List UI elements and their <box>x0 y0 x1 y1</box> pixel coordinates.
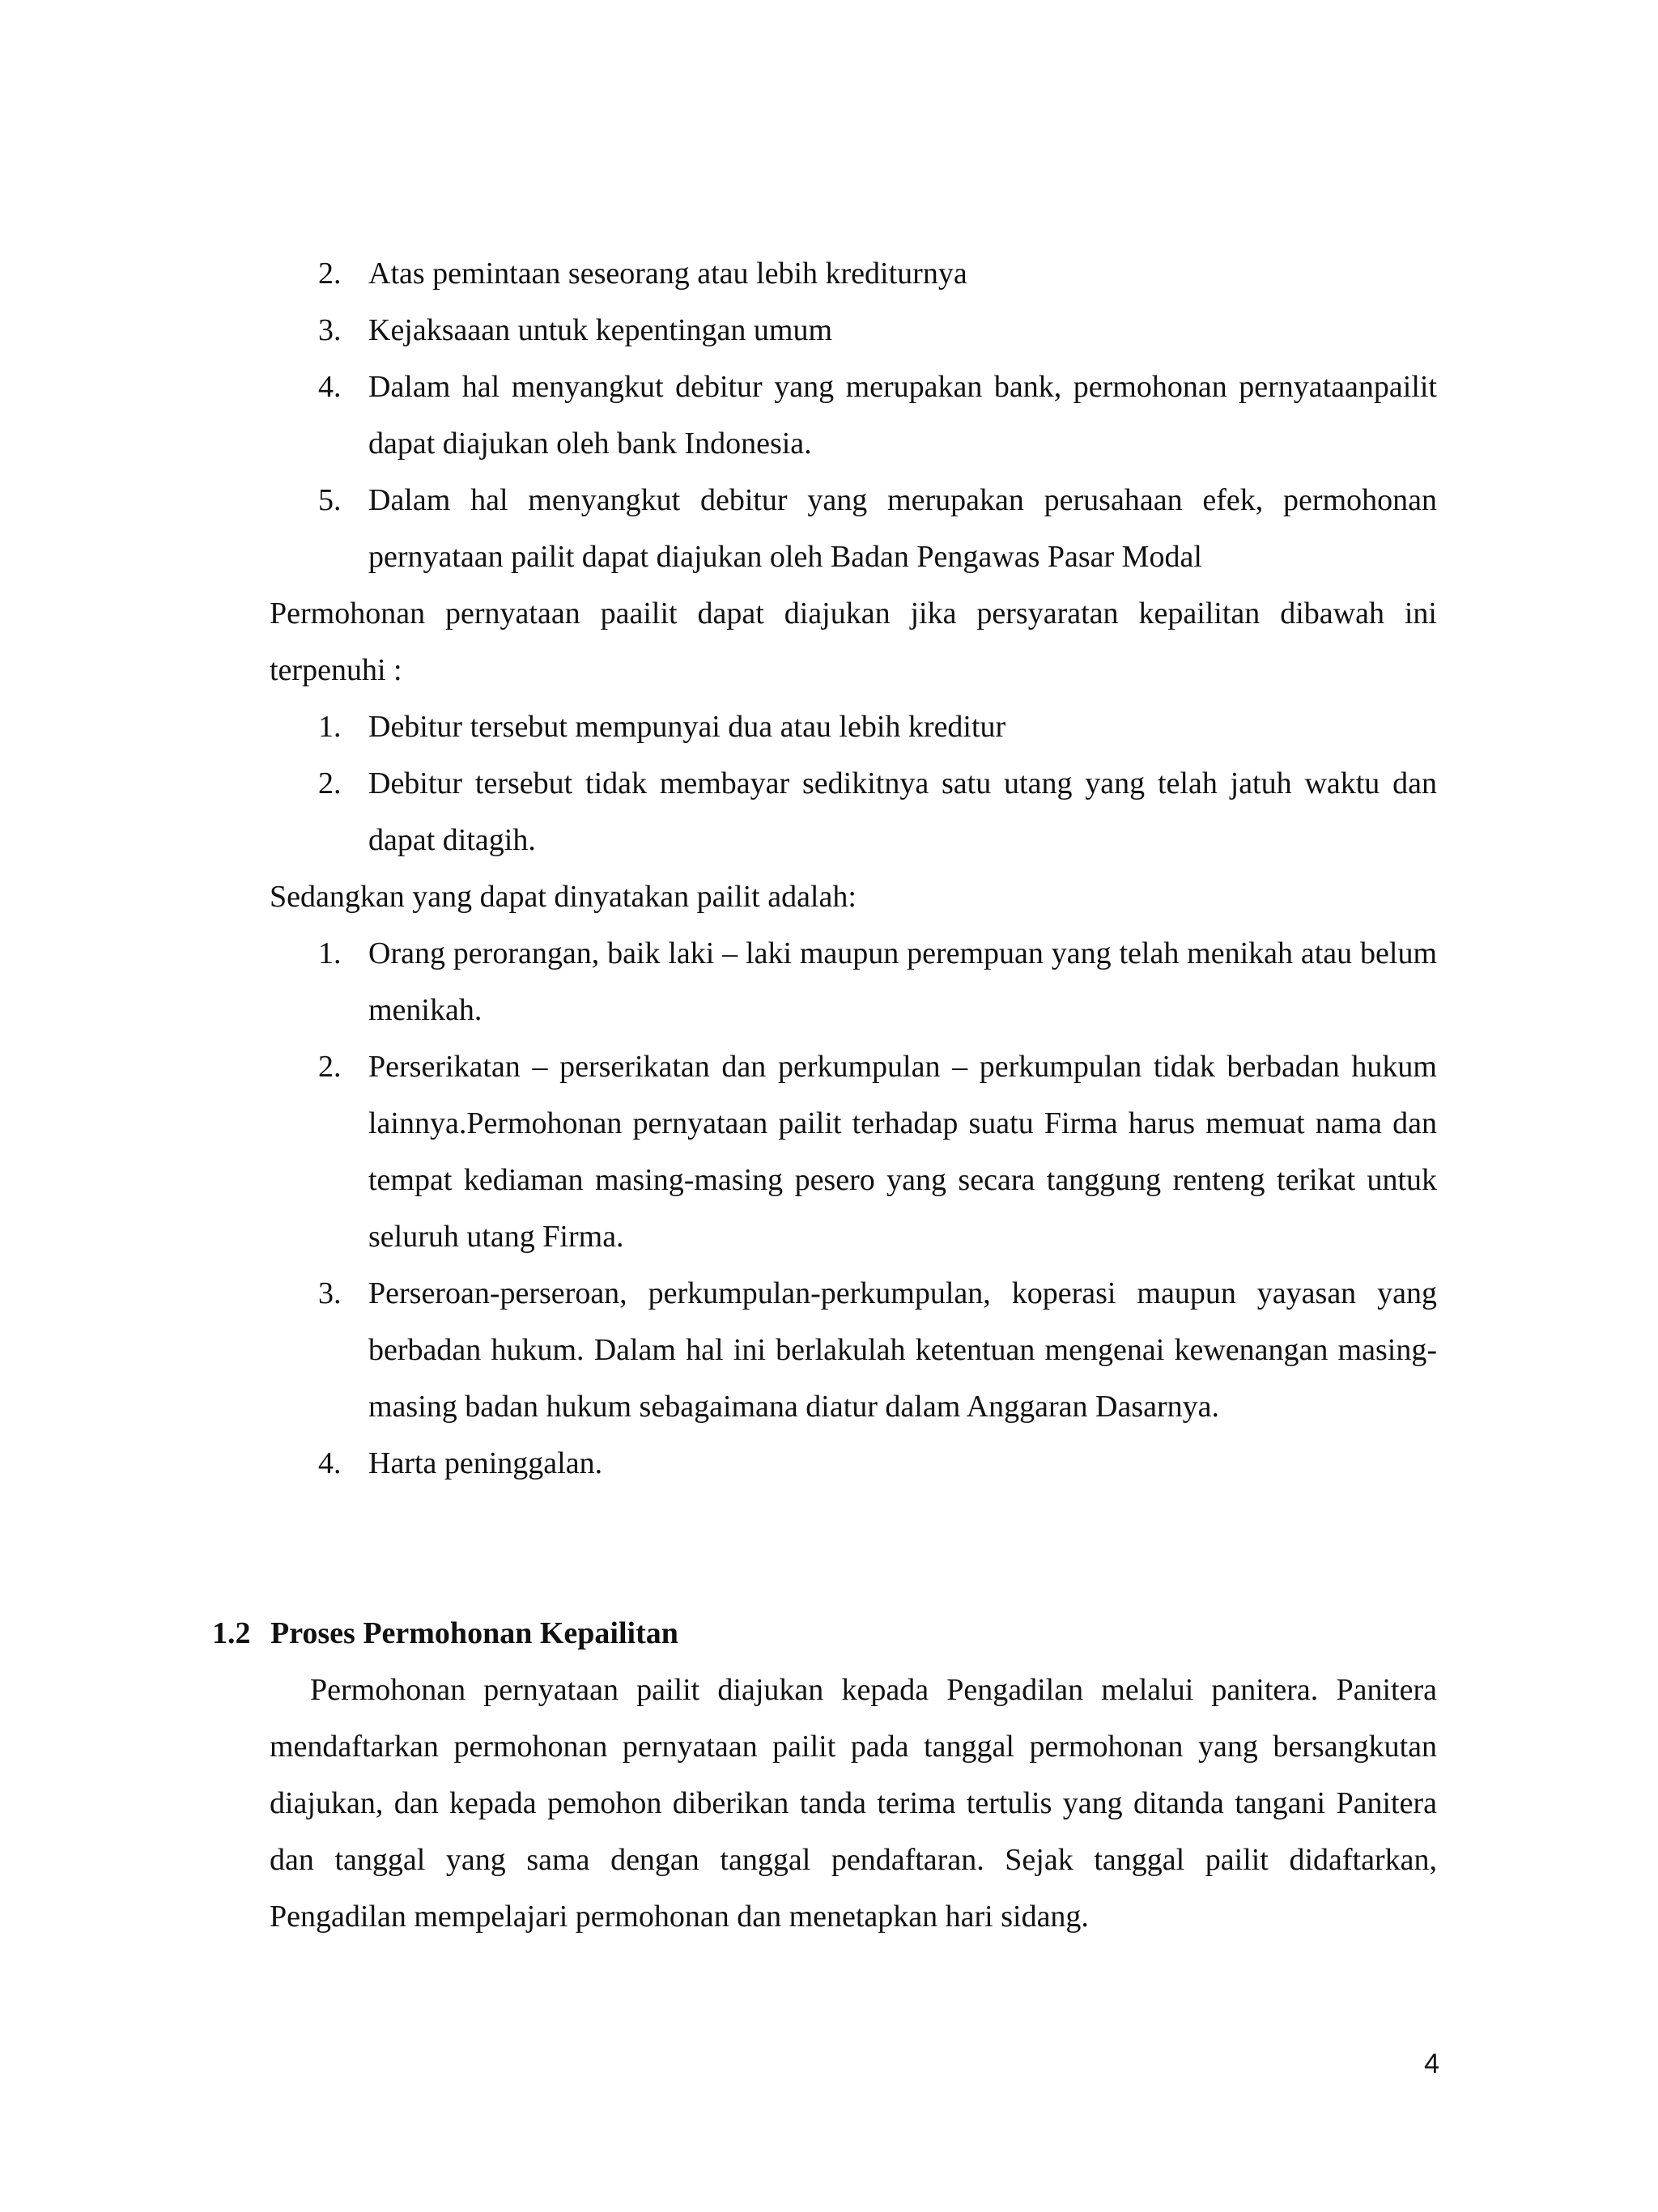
list-item <box>270 755 1437 868</box>
list-item-number: 3. <box>318 1276 342 1310</box>
list-item-number: 3. <box>318 313 342 347</box>
list-item-text: Debitur tersebut mempunyai dua atau lebih kreditur <box>368 710 1006 744</box>
paragraph-dinyatakan-pailit: Sedangkan yang dapat dinyatakan pailit adalah: <box>270 880 857 914</box>
list-item <box>270 359 1437 472</box>
list-item-text: Dalam hal menyangkut debitur yang merupakan perusahaan efek, permohonan pernyataan pailit dapat diajukan oleh Badan Pengawas Pasar Modal <box>368 483 1437 574</box>
section-number: 1.2 <box>212 1616 251 1650</box>
list-item-number: 2. <box>318 766 342 800</box>
list-item-text: Debitur tersebut tidak membayar sedikitnya satu utang yang telah jatuh waktu dan dapat ditagih. <box>368 766 1437 857</box>
section-body-paragraph: Permohonan pernyataan pailit diajukan kepada Pengadilan melalui panitera. Panitera mendaftarkan permohonan pernyataan pailit pada tanggal permohonan yang bersangkutan diajukan, dan kepada pemohon diberikan tanda terima tertulis yang ditanda tangani Panitera dan tanggal yang sama dengan tanggal pendaftaran. Sejak tanggal pailit didaftarkan, Pengadilan mempelajari permohonan dan menetapkan hari sidang. <box>270 1673 1437 1934</box>
list-item <box>270 1038 1437 1265</box>
list-item <box>270 472 1437 585</box>
list-item-number: 4. <box>318 370 342 404</box>
paragraph-persyaratan: Permohonan pernyataan paailit dapat diajukan jika persyaratan kepailitan dibawah ini terpenuhi : <box>270 597 1437 687</box>
list-dinyatakan-pailit <box>270 925 1437 1492</box>
list-item-text: Perseroan-perseroan, perkumpulan-perkumpulan, koperasi maupun yayasan yang berbadan hukum. Dalam hal ini berlakulah ketentuan mengenai kewenangan masing-masing badan hukum sebagaimana diatur dalam Anggaran Dasarnya. <box>368 1276 1437 1424</box>
list-item-number: 5. <box>318 483 342 517</box>
list-item-text: Dalam hal menyangkut debitur yang merupakan bank, permohonan pernyataanpailit dapat diajukan oleh bank Indonesia. <box>368 370 1437 461</box>
list-item <box>270 1265 1437 1435</box>
page-content <box>270 245 1437 1492</box>
list-item-number: 1. <box>318 710 342 744</box>
list-item <box>270 302 1437 359</box>
section-heading <box>212 1605 678 1662</box>
list-item-text: Atas pemintaan seseorang atau lebih krediturnya <box>368 257 967 291</box>
list-persyaratan <box>270 698 1437 868</box>
list-item-text: Harta peninggalan. <box>368 1446 603 1480</box>
list-item <box>270 698 1437 755</box>
page-number: 4 <box>1424 2049 1439 2079</box>
list-item-number: 2. <box>318 1050 342 1084</box>
list-item-number: 4. <box>318 1446 342 1480</box>
section-title: Proses Permohonan Kepailitan <box>270 1616 678 1650</box>
list-item <box>270 925 1437 1038</box>
list-item-number: 1. <box>318 936 342 970</box>
list-item-number: 2. <box>318 257 342 291</box>
list-item-text: Perserikatan – perserikatan dan perkumpulan – perkumpulan tidak berbadan hukum lainnya.Permohonan pernyataan pailit terhadap suatu Firma harus memuat nama dan tempat kediaman masing-masing pesero yang secara tanggung renteng terikat untuk seluruh utang Firma. <box>368 1050 1437 1254</box>
list-item-text: Kejaksaaan untuk kepentingan umum <box>368 313 833 347</box>
list-item <box>270 245 1437 302</box>
list-item <box>270 1435 1437 1492</box>
list-item-text: Orang perorangan, baik laki – laki maupun perempuan yang telah menikah atau belum menikah. <box>368 936 1437 1027</box>
list-pemohon <box>270 245 1437 585</box>
